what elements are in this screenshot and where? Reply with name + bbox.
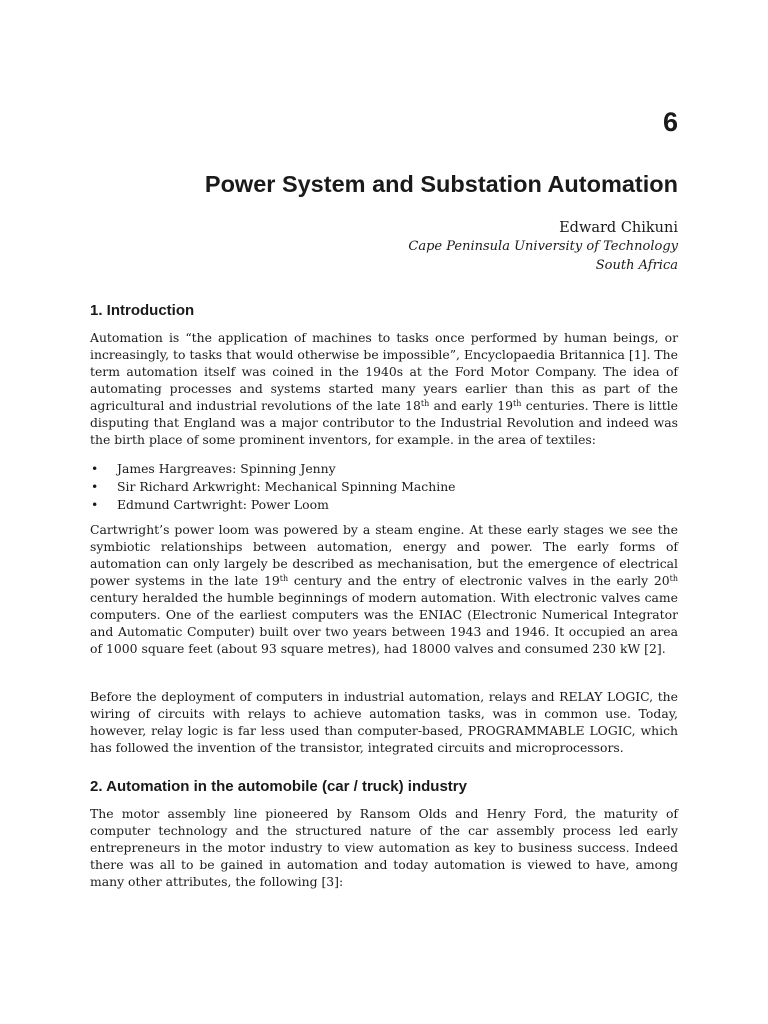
list-item-text: James Hargreaves: Spinning Jenny bbox=[117, 461, 336, 476]
intro-paragraph-3: Before the deployment of computers in industrial automation, relays and RELAY LOGIC, the wiring of circuits with relays to achieve automation tasks, was in common use. Today, however, relay logic is far less used than computer-based, PROGRAMMABLE LOGIC, which has followed the invention of the transistor, integrated circuits and microprocessors. bbox=[90, 689, 678, 755]
paragraph-text: century heralded the humble beginnings of modern automation. With electronic valves came computers. One of the earliest computers was the ENIAC (Electronic Numerical Integrator and Automatic Computer) built over two years between 1943 and 1946. It occupied an area of 1000 square feet (about 93 square metres), had 18000 valves and consumed 230 kW [2]. bbox=[90, 590, 678, 656]
chapter-title: Power System and Substation Automation bbox=[204, 171, 678, 197]
list-item bbox=[90, 460, 456, 478]
author-block bbox=[408, 219, 678, 275]
author-country: South Africa bbox=[595, 258, 678, 273]
section-heading-introduction: 1. Introduction bbox=[90, 302, 195, 319]
superscript: th bbox=[669, 574, 679, 583]
list-item-text: Edmund Cartwright: Power Loom bbox=[117, 497, 329, 512]
superscript: th bbox=[513, 399, 522, 408]
author-institution: Cape Peninsula University of Technology bbox=[408, 239, 678, 254]
bullet-icon: • bbox=[91, 497, 99, 512]
bullet-icon: • bbox=[91, 479, 99, 494]
list-item-text: Sir Richard Arkwright: Mechanical Spinning Machine bbox=[117, 479, 456, 494]
chapter-number: 6 bbox=[662, 107, 678, 137]
bullet-icon: • bbox=[91, 461, 99, 476]
paragraph-text: and early 19 bbox=[429, 398, 514, 413]
intro-paragraph-2 bbox=[90, 521, 678, 657]
paragraph-text: century and the entry of electronic valves in the early 20 bbox=[288, 573, 670, 588]
superscript: th bbox=[420, 399, 430, 408]
list-item bbox=[90, 478, 456, 496]
inventors-list bbox=[90, 460, 456, 514]
author-name: Edward Chikuni bbox=[559, 220, 678, 236]
paragraph-text: Cartwright’s power loom was powered by a steam engine. At these early stages we see the symbiotic relationships between automation, energy and power. The early forms of automation can only largely be described as mechanisation, but the emergence of electrical power systems in the late 19 bbox=[90, 522, 678, 588]
intro-paragraph-1 bbox=[90, 329, 678, 448]
book-page bbox=[90, 0, 678, 1024]
section-heading-automobile: 2. Automation in the automobile (car / truck) industry bbox=[90, 778, 467, 795]
paragraph-text: Automation is “the application of machines to tasks once performed by human beings, or increasingly, to tasks that would otherwise be impossible”, Encyclopaedia Britannica [1]. The term automation itself was coined in the 1940s at the Ford Motor Company. The idea of automating processes and systems started many years earlier than this as part of the agricultural and industrial revolutions of the late 18 bbox=[90, 330, 678, 413]
list-item bbox=[90, 496, 456, 514]
automobile-paragraph-1: The motor assembly line pioneered by Ransom Olds and Henry Ford, the maturity of computer technology and the structured nature of the car assembly process led early entrepreneurs in the motor industry to view automation as key to business success. Indeed there was all to be gained in automation and today automation is viewed to have, among many other attributes, the following [3]: bbox=[90, 806, 678, 889]
paragraph-text: centuries. There is little disputing that England was a major contributor to the Industrial Revolution and indeed was the birth place of some prominent inventors, for example. in the area of textiles: bbox=[90, 398, 678, 447]
superscript: th bbox=[279, 574, 289, 583]
